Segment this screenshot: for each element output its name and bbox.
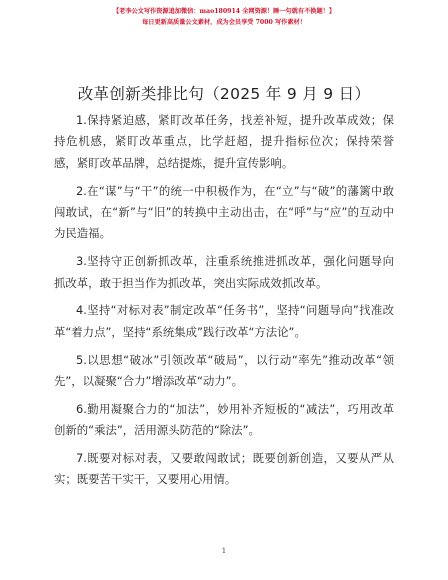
paragraph-3: 3.坚持守正创新抓改革，注重系统推进抓改革，强化问题导向抓改革，敢于担当作为抓改革，突出实际成效抓改革。 xyxy=(54,254,394,290)
banner-line-2: 每日更新高质量公文素材，成为会员享受 7000 写作素材！ xyxy=(142,19,306,26)
paragraph-5: 5.以思想“破冰”引领改革“破局”，以行动“率先”推动改革“领先”，以凝聚“合力”增添改革“动力”。 xyxy=(54,352,394,389)
header-banner xyxy=(0,6,448,28)
paragraph-4: 4.坚持“对标对表”制定改革“任务书”，坚持“问题导向”找准改革“着力点”，坚持“系统集成”践行改革“方法论”。 xyxy=(54,303,394,339)
paragraph-7: 7.既要对标对表，又要敢闯敢试；既要创新创造，又要从严从实；既要苦干实干，又要用心用情。 xyxy=(54,451,394,487)
paragraph-2: 2.在“谋”与“干”的统一中积极作为，在“立”与“破”的藩篱中敢闯敢试，在“新”与“旧”的转换中主动出击，在“呼”与“应”的互动中为民造福。 xyxy=(54,183,394,241)
paragraph-1: 1.保持紧迫感，紧盯改革任务，找差补短，提升改革成效；保持危机感，紧盯改革重点，比学赶超，提升指标位次；保持荣誉感，紧盯改革品牌，总结提炼，提升宣传影响。 xyxy=(54,113,394,170)
page-number: 1 xyxy=(221,547,227,555)
document-body xyxy=(54,110,394,497)
document-title: 改革创新类排比句（2025 年 9 月 9 日） xyxy=(77,85,371,103)
banner-line-1: 【老李公文写作资源追加微信：mao180914 全网资源！睡一句就有不换题！】 xyxy=(112,8,336,15)
paragraph-6: 6.勤用凝聚合力的“加法”，妙用补齐短板的“减法”，巧用改革创新的“乘法”，活用源头防范的“除法”。 xyxy=(54,401,394,438)
